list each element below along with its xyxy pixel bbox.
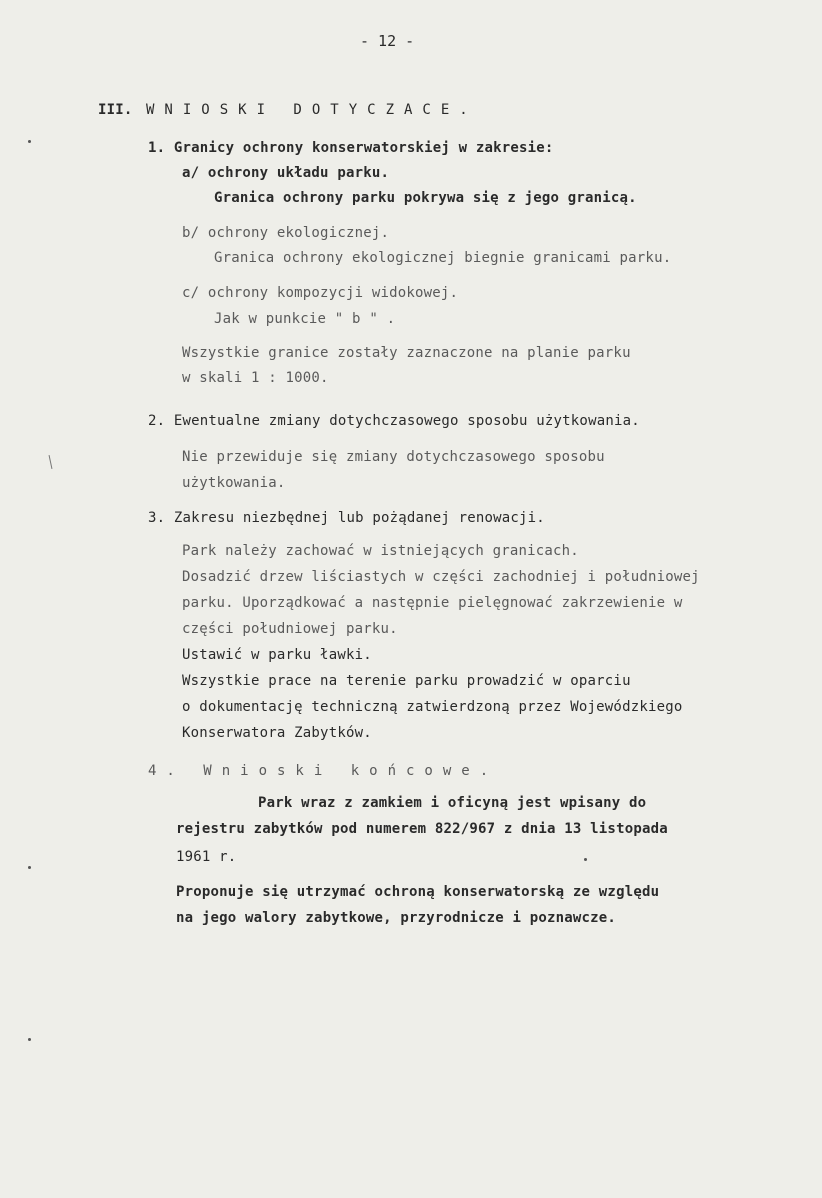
item-3-text-line-6: Wszystkie prace na terenie parku prowadzić w oparciu: [182, 673, 631, 689]
item-1b-text: Granica ochrony ekologicznej biegnie granicami parku.: [214, 250, 672, 266]
section-title: WNIOSKI DOTYCZACE.: [146, 102, 478, 118]
item-4-text-line-1: Park wraz z zamkiem i oficyną jest wpisany do: [258, 795, 647, 811]
item-3-text-line-3: parku. Uporządkować a następnie pielęgnować zakrzewienie w: [182, 595, 683, 611]
item-3-text-line-7: o dokumentację techniczną zatwierdzoną przez Wojewódzkiego: [182, 699, 683, 715]
item-2-heading: 2. Ewentualne zmiany dotychczasowego sposobu użytkowania.: [148, 413, 640, 429]
item-3-text-line-4: części południowej parku.: [182, 621, 398, 637]
item-4-text-line-2: rejestru zabytków pod numerem 822/967 z dnia 13 listopada: [176, 821, 668, 837]
item-1-note-line-1: Wszystkie granice zostały zaznaczone na planie parku: [182, 345, 631, 361]
item-1a-text: Granica ochrony parku pokrywa się z jego granicą.: [214, 190, 637, 206]
item-1-heading: 1. Granicy ochrony konserwatorskiej w zakresie:: [148, 140, 554, 156]
item-3-text-line-1: Park należy zachować w istniejących granicach.: [182, 543, 579, 559]
scan-speck: [28, 140, 31, 143]
item-4-heading: 4. Wnioski końcowe.: [148, 763, 499, 779]
item-4-text-line-3: 1961 r.: [176, 849, 237, 865]
item-1b-heading: b/ ochrony ekologicznej.: [182, 225, 390, 241]
scan-speck: [584, 858, 587, 861]
scan-speck: [28, 1038, 31, 1041]
scan-mark: [49, 455, 53, 469]
item-1a-heading: a/ ochrony układu parku.: [182, 165, 390, 181]
item-3-text-line-5: Ustawić w parku ławki.: [182, 647, 372, 663]
section-number: III.: [98, 102, 133, 118]
item-2-text-line-2: użytkowania.: [182, 475, 286, 491]
item-1c-heading: c/ ochrony kompozycji widokowej.: [182, 285, 459, 301]
item-3-heading: 3. Zakresu niezbędnej lub pożądanej renowacji.: [148, 510, 545, 526]
item-2-text-line-1: Nie przewiduje się zmiany dotychczasowego sposobu: [182, 449, 605, 465]
item-3-text-line-2: Dosadzić drzew liściastych w części zachodniej i południowej: [182, 569, 700, 585]
item-1c-text: Jak w punkcie " b " .: [214, 311, 396, 327]
item-1-note-line-2: w skali 1 : 1000.: [182, 370, 329, 386]
page-number: - 12 -: [360, 32, 415, 50]
item-4-text-line-5: na jego walory zabytkowe, przyrodnicze i poznawcze.: [176, 910, 617, 926]
item-4-text-line-4: Proponuje się utrzymać ochroną konserwatorską ze względu: [176, 884, 660, 900]
item-3-text-line-8: Konserwatora Zabytków.: [182, 725, 372, 741]
scan-speck: [28, 866, 31, 869]
